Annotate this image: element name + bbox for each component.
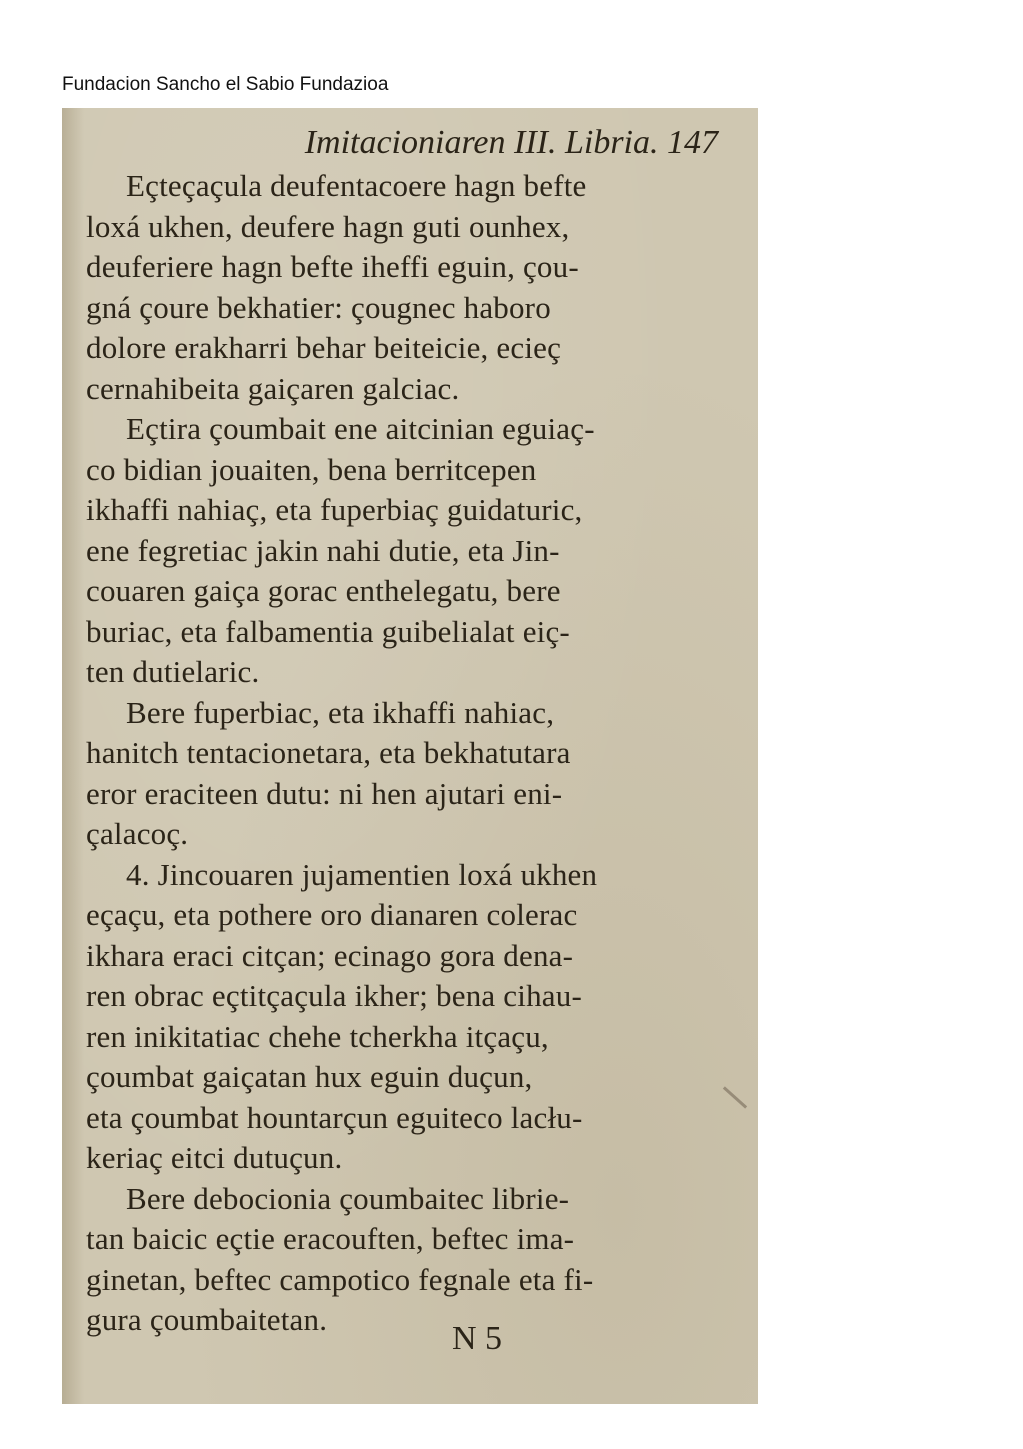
text-line: ten dutielaric. (86, 654, 260, 689)
text-line: buriac, eta falbamentia guibelialat eiç- (86, 613, 570, 649)
text-line: eta çoumbat hountarçun eguiteco lacłu- (86, 1099, 583, 1135)
text-line: Bere fuperbiac, eta ikhaffi nahiac, (126, 694, 555, 730)
text-line: 4. Jincouaren jujamentien loxá ukhen (126, 856, 598, 892)
text-line: gura çoumbaitetan. (86, 1302, 328, 1337)
text-line: eror eraciteen dutu: ni hen ajutari eni- (86, 775, 563, 811)
text-line: cernahibeita gaiçaren galciac. (86, 370, 460, 406)
text-line: Eçteçaçula deufentacoere hagn befte (126, 168, 587, 203)
text-line: eçaçu, eta pothere oro dianaren colerac (86, 897, 578, 932)
text-line: ren inikitatiac chehe tcherkha itçaçu, (86, 1018, 549, 1054)
source-header: Fundacion Sancho el Sabio Fundazioa (62, 74, 389, 95)
page-text (86, 120, 722, 1341)
text-line: deuferiere hagn befte iheffi eguin, çou- (86, 249, 579, 284)
text-line: Eçtira çoumbait ene aitcinian eguiaç- (126, 411, 595, 446)
text-line: ikhara eraci citçan; ecinago gora dena- (86, 937, 574, 973)
scanned-page (62, 108, 758, 1404)
text-line: Bere debocionia çoumbaitec librie- (126, 1180, 570, 1216)
text-line: ikhaffi nahiaç, eta fuperbiaç guidaturic, (86, 492, 583, 527)
text-line: çoumbat gaiçatan hux eguin duçun, (86, 1059, 533, 1094)
margin-mark (723, 1086, 747, 1108)
catchword: N 5 (452, 1320, 503, 1357)
text-line: ren obrac eçtitçaçula ikher; bena cihau- (86, 978, 582, 1013)
text-line: couaren gaiça gorac enthelegatu, bere (86, 573, 561, 608)
text-line: çalacoç. (86, 816, 189, 851)
text-line: ene fegretiac jakin nahi dutie, eta Jin- (86, 532, 560, 568)
page-shadow (62, 108, 84, 1404)
text-line: gná çoure bekhatier: çougnec haboro (86, 289, 551, 325)
text-line: tan baicic eçtie eracouften, beftec ima- (86, 1221, 575, 1256)
text-line: loxá ukhen, deufere hagn guti ounhex, (86, 208, 570, 244)
text-line: dolore erakharri behar beiteicie, ecieç (86, 330, 562, 365)
text-line: ginetan, beftec campotico fegnale eta fi- (86, 1261, 594, 1297)
text-line: co bidian jouaiten, bena berritcepen (86, 451, 537, 487)
text-line: keriaç eitci dutuçun. (86, 1140, 343, 1175)
text-line: hanitch tentacionetara, eta bekhatutara (86, 735, 571, 770)
running-head: Imitacioniaren III. Libria. 147 (304, 124, 718, 161)
